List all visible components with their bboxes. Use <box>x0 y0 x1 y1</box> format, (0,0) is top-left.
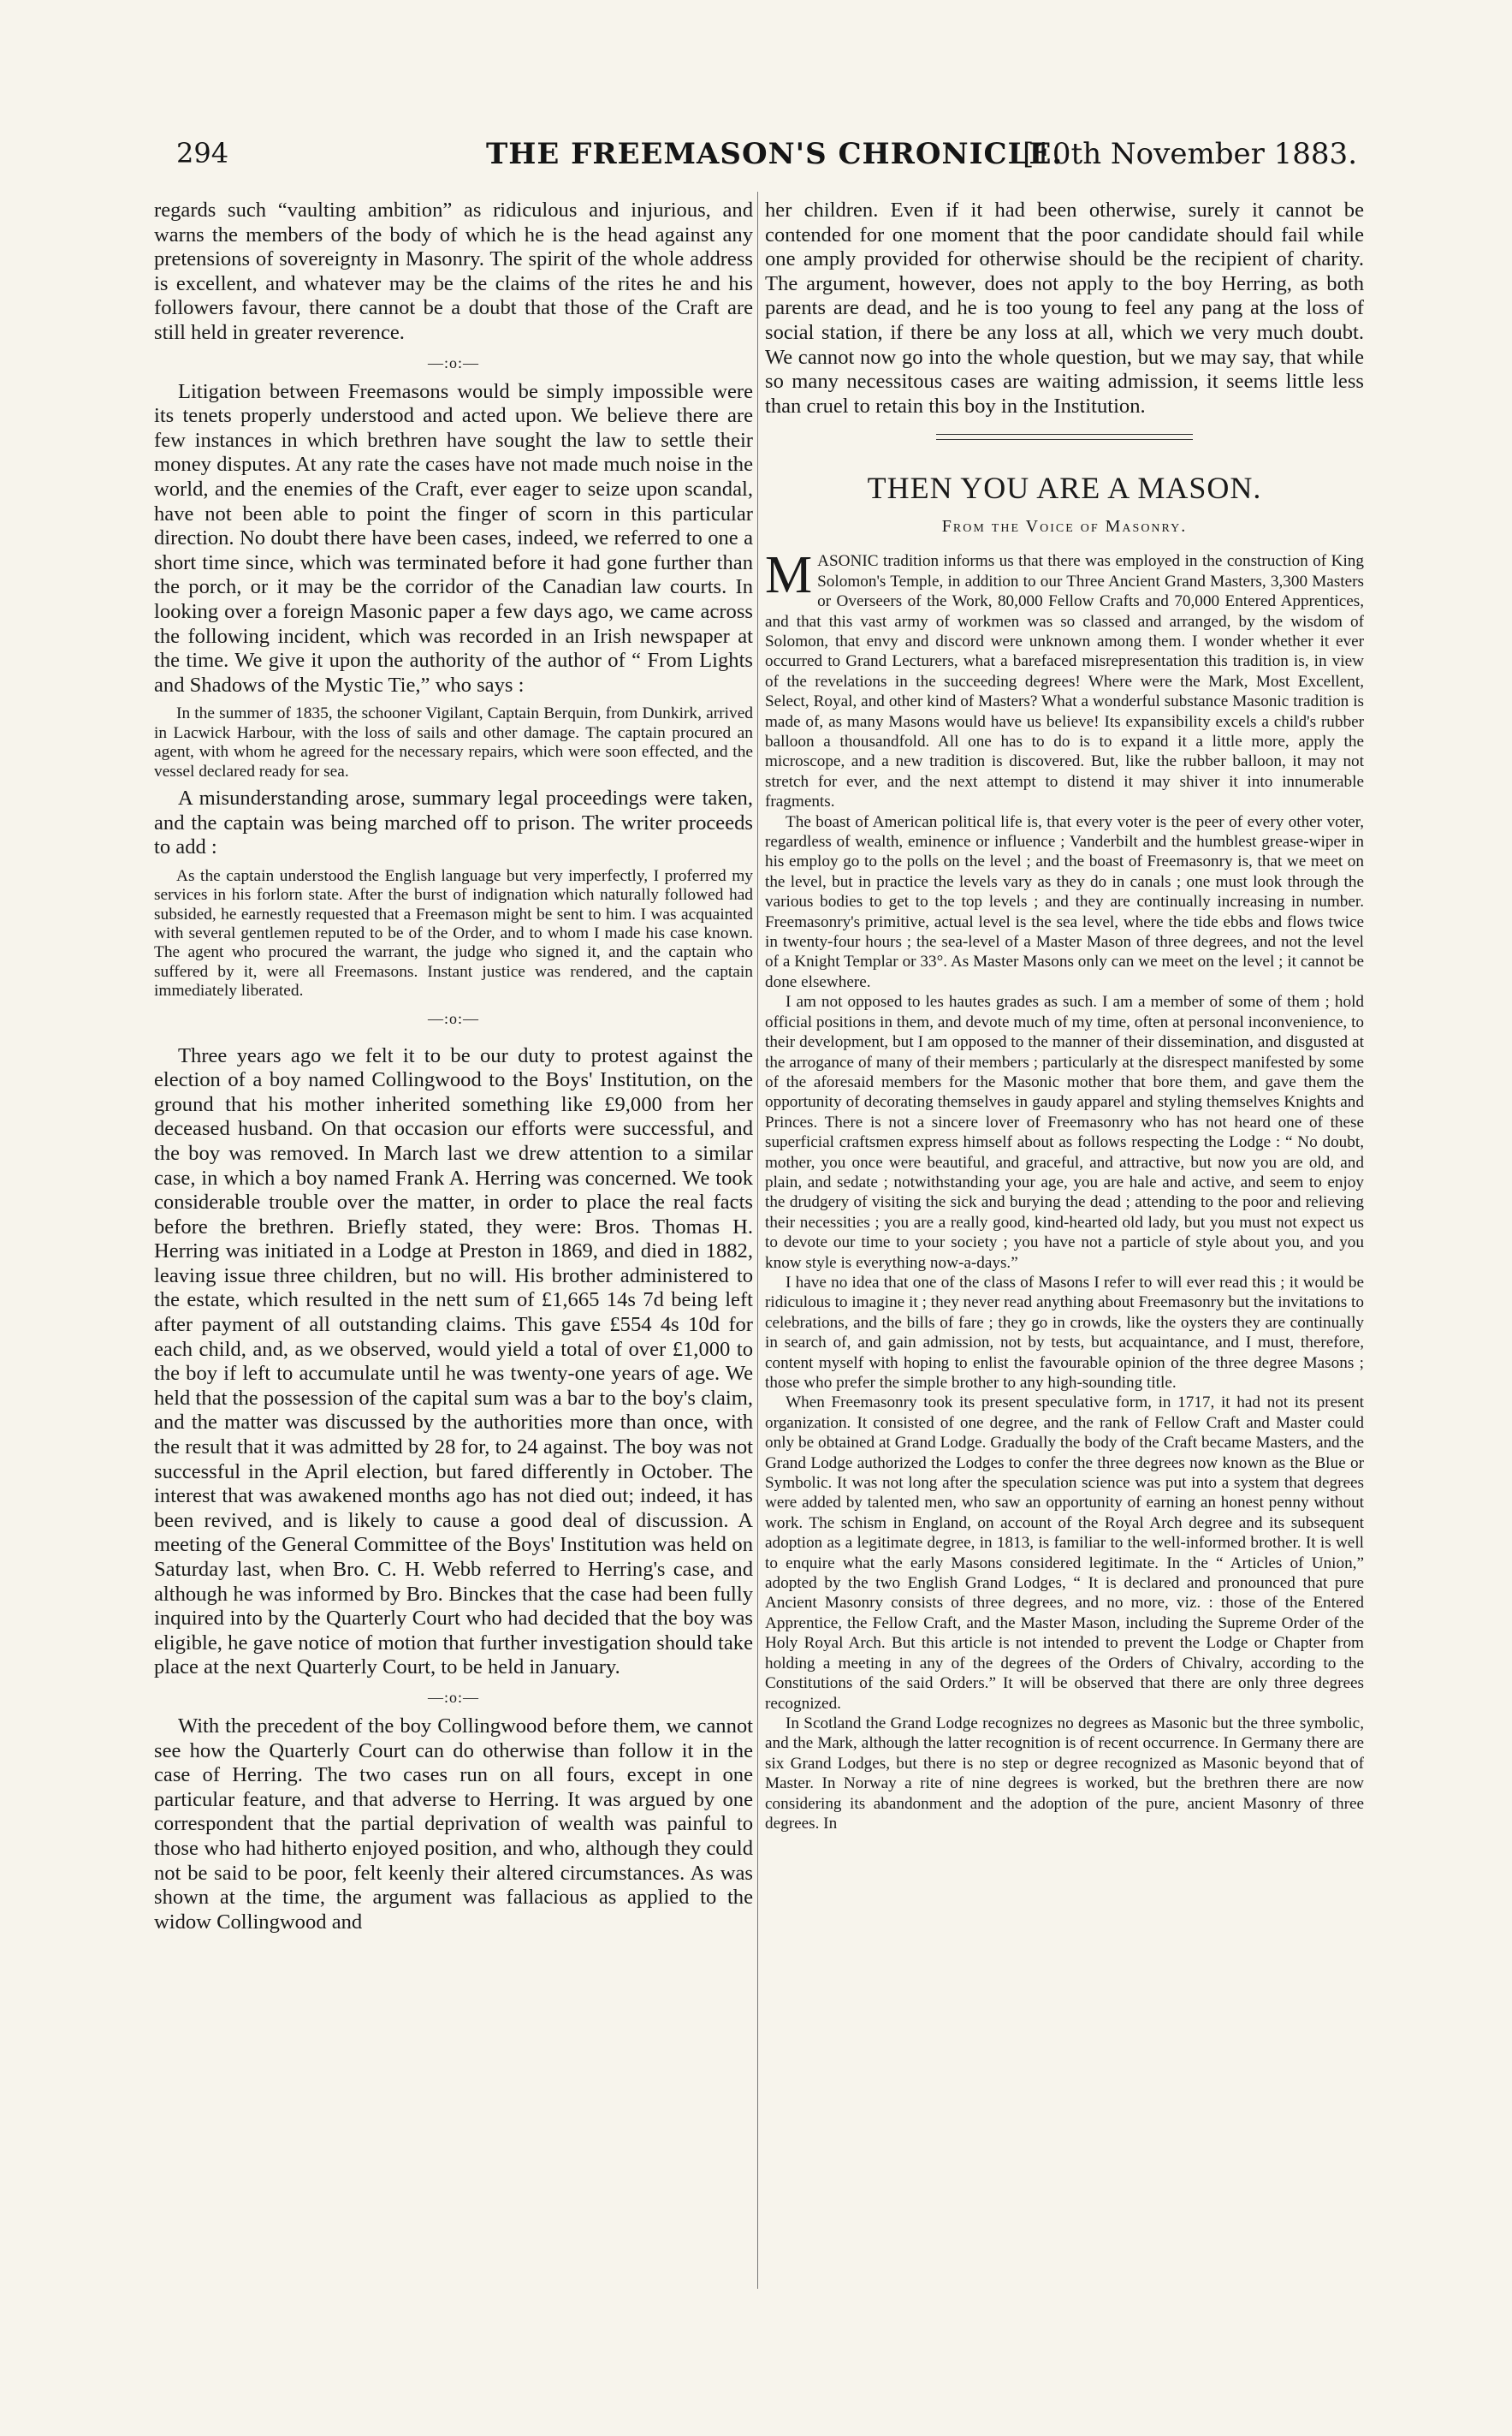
column-divider <box>757 192 758 2289</box>
paragraph: regards such “vaulting ambition” as ridiculous and injurious, and warns the members of the body of which he is the head against any pretensions of sovereignty in Masonry. The spirit of the whole address is excellent, and whatever may be the claims of the rites he and his followers favour, there cannot be a doubt that those of the Craft are still held in greater reverence. <box>154 199 753 344</box>
drop-cap: M <box>765 546 813 605</box>
left-column <box>154 199 753 2287</box>
section-separator: —:o:— <box>427 1009 479 1027</box>
article-paragraph-first <box>765 546 1364 811</box>
right-column <box>765 199 1364 2287</box>
paragraph: Three years ago we felt it to be our duty to protest against the election of a boy named Collingwood to the Boys' Institution, on the ground that his mother inherited something like £9,000 from her deceased husband. On that occasion our efforts were successful, and the boy was removed. In March last we drew attention to a similar case, in which a boy named Frank A. Herring was concerned. We took considerable trouble over the matter, in order to place the real facts before the brethren. Briefly stated, they were: Bros. Thomas H. Herring was initiated in a Lodge at Preston in 1869, and died in 1882, leaving issue three children, but no will. His brother administered to the estate, which resulted in the nett sum of £1,665 14s 7d being left after payment of all outstanding claims. This gave £554 4s 10d for each child, and, as we observed, would yield a total of over £1,000 to the boy if left to accumulate until he was twenty-one years of age. We held that the possession of the capital sum was a bar to the boy's claim, and the matter was discussed by the authorities more than once, with the result that it was admitted by 28 for, to 24 against. The boy was not successful in the April election, but fared differently in October. The interest that was awakened months ago has not died out; indeed, it has been revived, and is likely to cause a good deal of discussion. A meeting of the General Committee of the Boys' Institution was held on Saturday last, when Bro. C. H. Webb referred to Herring's case, and although he was informed by Bro. Binckes that the case had been fully inquired into by the Quarterly Court who had decided that the boy was eligible, he gave notice of motion that further investigation should take place at the next Quarterly Court, to be held in January. <box>154 1043 753 1679</box>
article-paragraph: In Scotland the Grand Lodge recognizes no degrees as Masonic but the three symbolic, and the Mark, although the latter recognition is of recent occurrence. In Germany there are six Grand Lodges, but there is no step or degree recognized as Masonic beyond that of Master. In Norway a rite of nine degrees is worked, but the brethren there are now considering its abandonment and the adoption of the pure, ancient Masonry of three degrees. In <box>765 1714 1364 1833</box>
issue-date: [10th November 1883. <box>1023 137 1357 171</box>
article-paragraph: The boast of American political life is, that every voter is the peer of every other voter, regardless of wealth, eminence or influence ; Vanderbilt and the humblest grease-wiper in his employ go to the polls on the level ; and the boast of Freemasonry is, that we meet on the level, but in practice the levels vary as they do in canals ; one must look through the various bodies to get to the top levels ; and they are continually increasing in number. Freemasonry's primitive, actual level is the sea level, where the tide ebbs and flows twice in twenty-four hours ; the sea-level of a Master Mason of three degrees, and not the level of a Knight Templar or 33°. As Master Masons only can we meet on the level ; it cannot be done elsewhere. <box>765 812 1364 991</box>
article-subtitle: From the Voice of Masonry. <box>941 517 1188 537</box>
article-title: THEN YOU ARE A MASON. <box>867 471 1262 506</box>
page-header <box>176 137 1357 178</box>
block-quote <box>154 867 753 1001</box>
quote-text: As the captain understood the English language but very imperfectly, I proferred my services in his forlorn state. After the burst of indignation which naturally followed had subsided, he earnestly requested that a Freemason might be sent to him. I was acquainted with several gentlemen reputed to be of the Order, and to whom I made his case known. The agent who procured the warrant, the judge who signed it, and the captain who suffered by it, were all Freemasons. Instant justice was rendered, and the captain immediately liberated. <box>154 866 753 1001</box>
paragraph: With the precedent of the boy Collingwood before them, we cannot see how the Quarterly Court can do otherwise than follow it in the case of Herring. The two cases run on all fours, except in one particular feature, and that adverse to Herring. It was argued by one correspondent that the partial deprivation of wealth was painful to those who had hitherto enjoyed position, and who, although they could not be said to be poor, felt keenly their altered circumstances. As was shown at the time, the argument was fallacious as applied to the widow Collingwood and <box>154 1714 753 1934</box>
section-separator: —:o:— <box>427 1688 479 1706</box>
article-paragraph: When Freemasonry took its present speculative form, in 1717, it had not its present organization. It consisted of one degree, and the rank of Fellow Craft and Master could only be obtained at Grand Lodge. Gradually the body of the Craft became Masters, and the Grand Lodge authorized the Lodges to confer the three degrees now known as the Blue or Symbolic. It was not long after the speculation science was put into a system that degrees were added by talented men, who saw an opportunity of earning an honest penny without work. The schism in England, on account of the Royal Arch degree and its subsequent adoption as a legitimate degree, in 1813, is familiar to the well-informed brother. It is well to enquire what the early Masons considered legitimate. In the “ Articles of Union,” adopted by the two English Grand Lodges, “ It is declared and pronounced that pure Ancient Masonry consists of three degrees, and no more, viz. : those of the Entered Apprentice, the Fellow Craft, and the Master Mason, including the Supreme Order of the Holy Royal Arch. But this article is not intended to prevent the Lodge or Chapter from holding a meeting in any of the degrees of the Orders of Chivalry, according to the Constitutions of the said Orders.” It will be observed that there are only three degrees recognized. <box>765 1393 1364 1713</box>
publication-title: THE FREEMASON'S CHRONICLE. <box>486 137 1064 171</box>
paragraph: her children. Even if it had been otherwise, surely it cannot be contended for one moment that the poor candidate should fail while one amply provided for otherwise should be the recipient of charity. The argument, however, does not apply to the boy Herring, as both parents are dead, and he is too young to feel any pang at the loss of social station, if there be any loss at all, which we very much doubt. We cannot now go into the whole question, but we may say, that while so many necessitous cases are waiting admission, it seems little less than cruel to retain this boy in the Institution. <box>765 199 1364 418</box>
quote-text: In the summer of 1835, the schooner Vigilant, Captain Berquin, from Dunkirk, arrived in Lacwick Harbour, with the loss of sails and other damage. The captain procured an agent, with whom he agreed for the necessary repairs, which were soon effected, and the vessel declared ready for sea. <box>154 704 753 781</box>
section-separator: —:o:— <box>427 354 479 371</box>
paragraph: Litigation between Freemasons would be simply impossible were its tenets properly understood and acted upon. We believe there are few instances in which brethren have sought the law to settle their money disputes. At any rate the cases have not made much noise in the world, and the enemies of the Craft, ever eager to seize upon scandal, have not been able to point the finger of scorn in this particular direction. No doubt there have been cases, indeed, we referred to one a short time since, which was terminated before it had gone further than the porch, or it may be the corridor of the Canadian law courts. In looking over a foreign Masonic paper a few days ago, we came across the following incident, which was recorded in an Irish newspaper at the time. We give it upon the authority of the author of “ From Lights and Shadows of the Mystic Tie,” who says : <box>154 379 753 697</box>
double-rule-divider <box>936 434 1193 440</box>
article-body <box>765 546 1364 1833</box>
article-text: ASONIC tradition informs us that there was employed in the construction of King Solomon's Temple, in addition to our Three Ancient Grand Masters, 3,300 Masters or Overseers of the Work, 80,000 Fellow Crafts and 70,000 Entered Apprentices, and that this vast army of workmen was so classed and arranged, by the wisdom of Solomon, that envy and discord were unknown among them. I wonder whether it ever occurred to Grand Lecturers, what a barefaced misrepresentation this tradition is, in view of the revelations in the succeeding degrees! Where were the Mark, Most Excellent, Select, Royal, and other kind of Masters? What a wonderful substance Masonic tradition is made of, as many Masons would have us believe! Its expansibility excels a child's rubber balloon a thousandfold. All one has to do is to expand it a little more, apply the microscope, and a new tradition is discovered. But, like the rubber balloon, it may not stretch for ever, and the next attempt to distend it may shiver it into innumerable fragments. <box>765 552 1364 811</box>
article-paragraph: I have no idea that one of the class of Masons I refer to will ever read this ; it would be ridiculous to imagine it ; they never read anything about Freemasonry but the invitations to celebrations, and the bills of fare ; they go in crowds, like the oysters they are continually in search of, and gain admission, not by tests, but acquaintance, and I must, therefore, content myself with hoping to enlist the favourable opinion of the three degree Masons ; those who prefer the simple brother to any high-sounding title. <box>765 1273 1364 1392</box>
page-number: 294 <box>176 137 229 169</box>
article-paragraph: I am not opposed to les hautes grades as such. I am a member of some of them ; hold official positions in them, and devote much of my time, often at personal inconvenience, to their development, but I am opposed to the manner of their dissemination, and disgusted at the arrogance of many of their members ; particularly at the disrespect manifested by some of the aforesaid members for the Masonic mother that bore them, and gave them the opportunity of decorating themselves in gaudy apparel and styling themselves Knights and Princes. There is not a sincere lover of Freemasonry who has not heard one of these superficial craftsmen express himself about as follows respecting the Lodge : “ No doubt, mother, you once were beautiful, and graceful, and attractive, but now you are old, and plain, and sedate ; notwithstanding your age, you are hale and active, and seem to enjoy the drudgery of visiting the sick and burying the dead ; attending to the poor and relieving their necessities ; you are a really good, kind-hearted old lady, but you must not expect us to devote our time to your society ; you have not a particle of style about you, and you know style is everything now-a-days.” <box>765 993 1364 1272</box>
block-quote <box>154 704 753 781</box>
paragraph: A misunderstanding arose, summary legal proceedings were taken, and the captain was being marched off to prison. The writer proceeds to add : <box>154 786 753 859</box>
